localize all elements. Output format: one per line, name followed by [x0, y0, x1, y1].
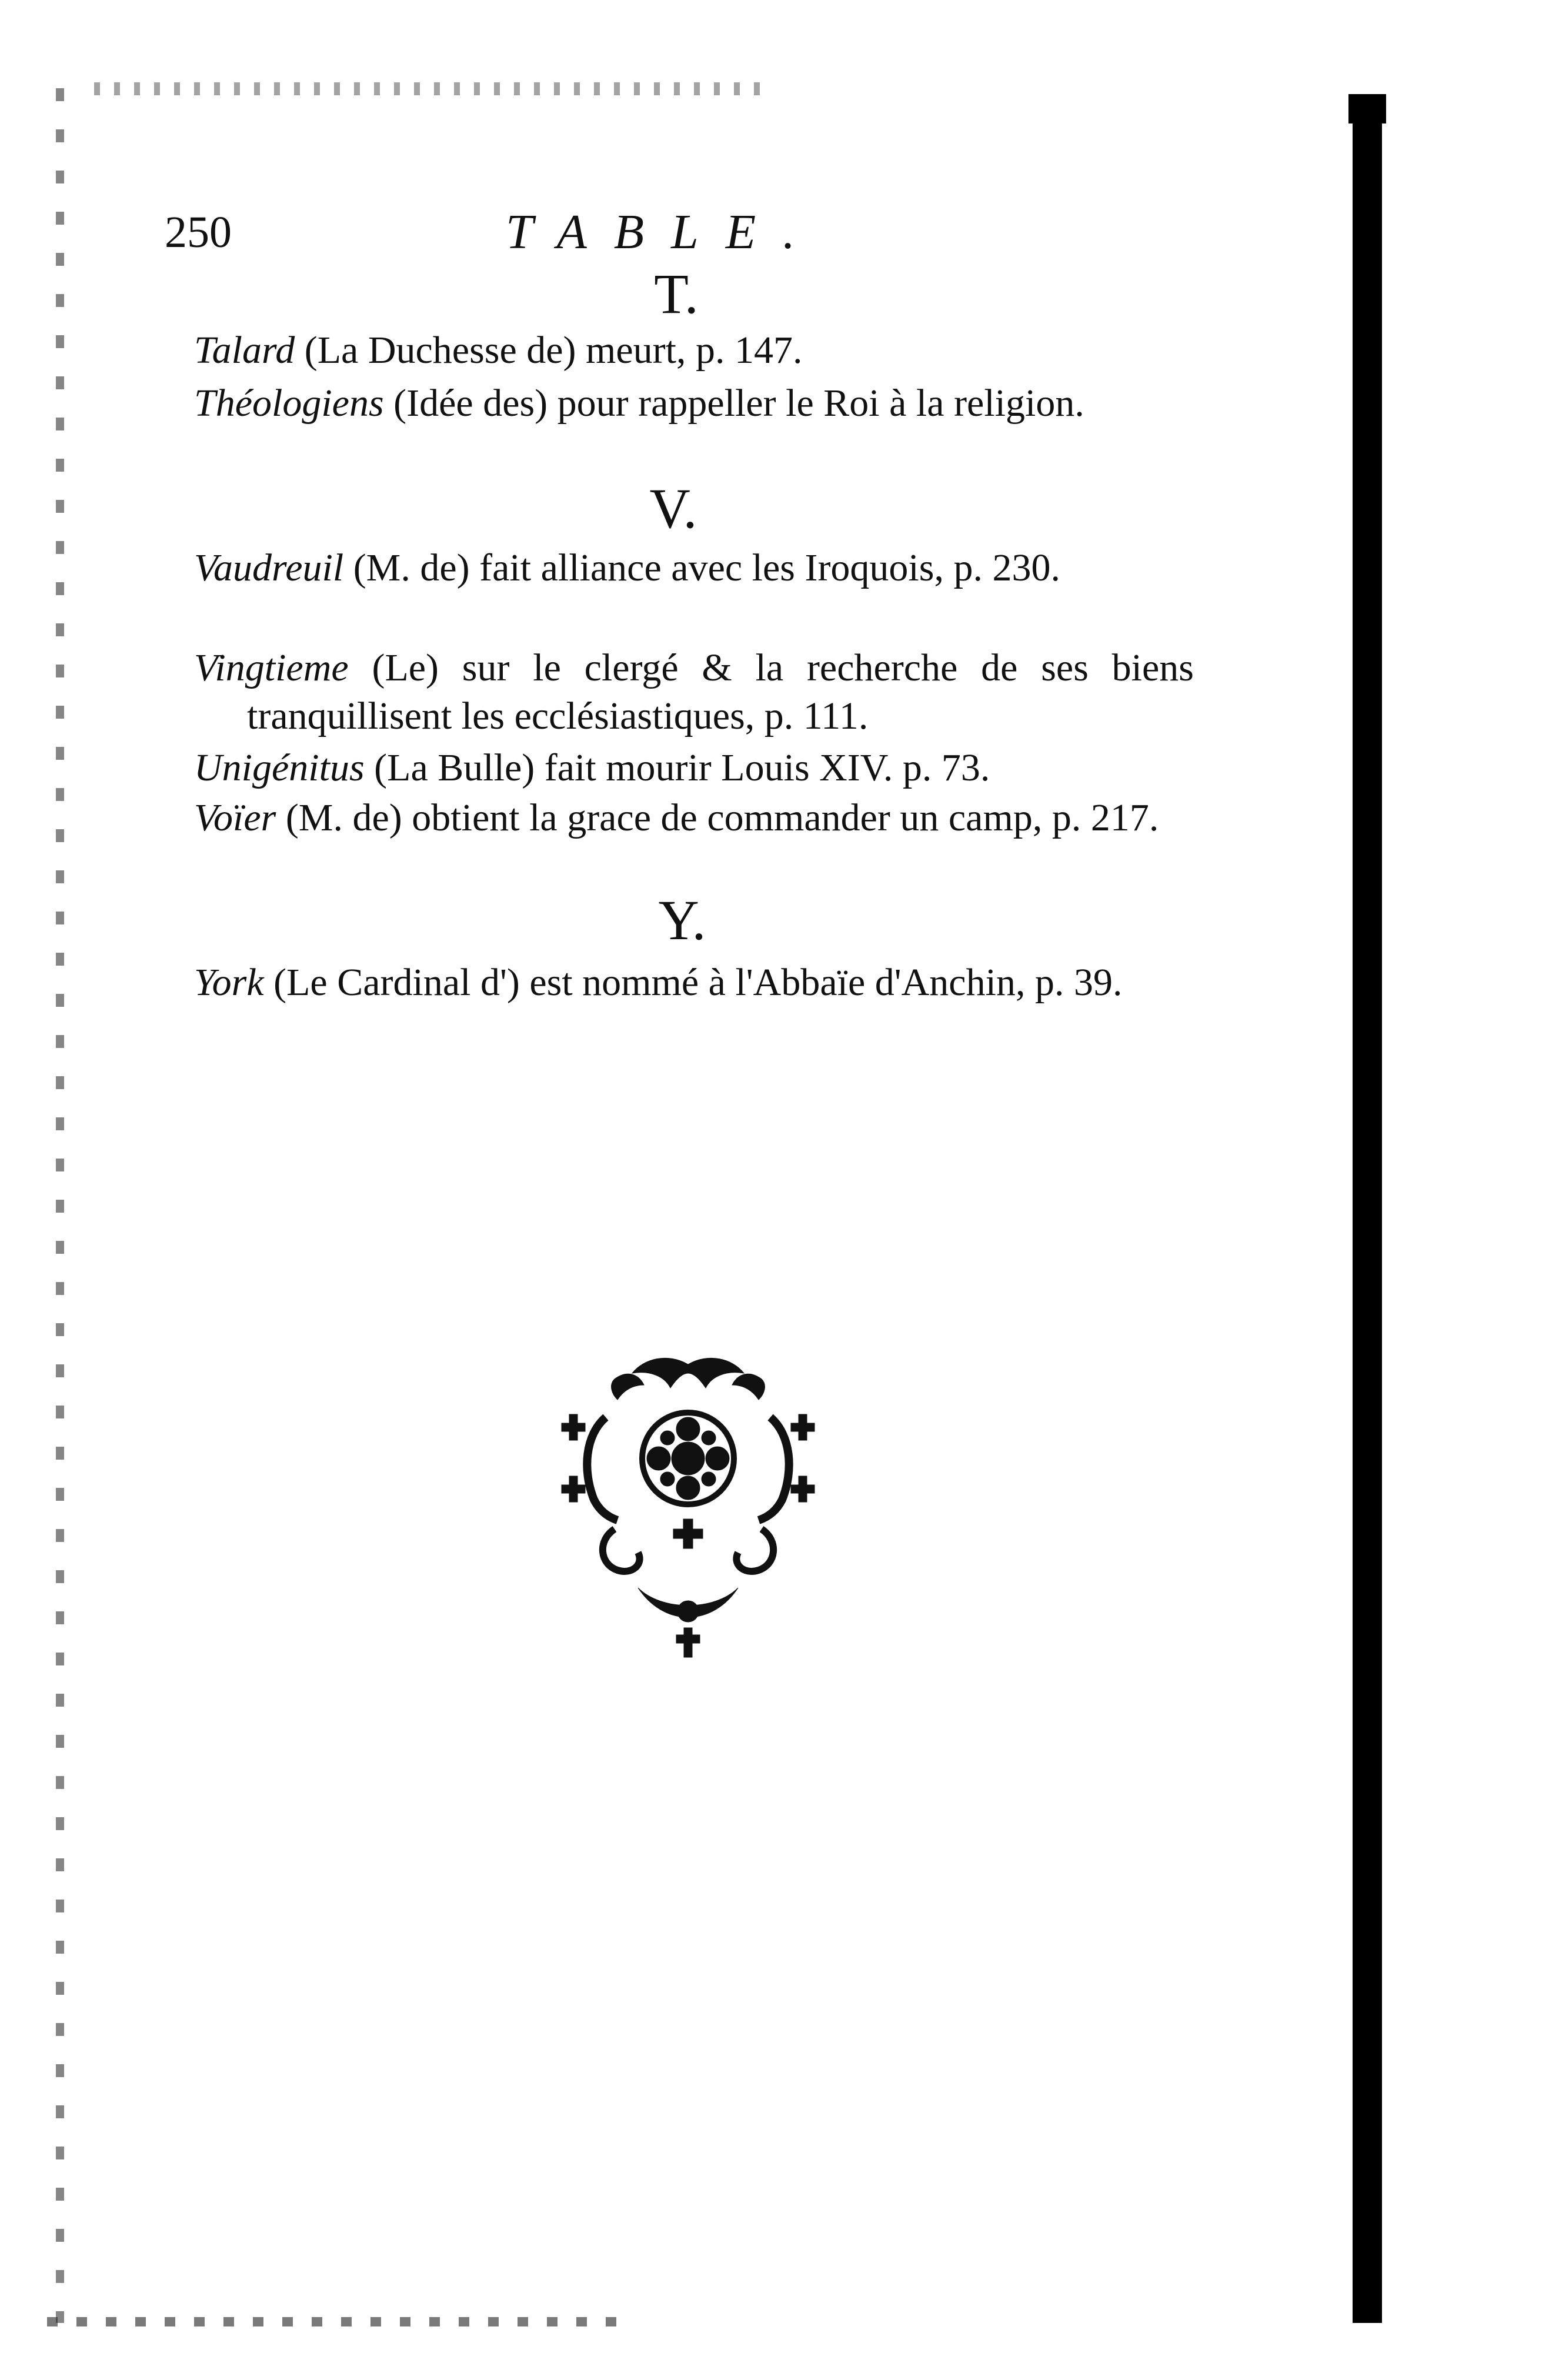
floral-tailpiece-icon	[550, 1353, 826, 1664]
entry-head: Unigénitus	[194, 746, 365, 789]
page-left-edge	[56, 88, 64, 2323]
index-entry	[194, 644, 1194, 740]
index-entry	[194, 379, 1194, 428]
page-top-edge	[94, 82, 770, 95]
page-number: 250	[165, 208, 232, 257]
index-entry	[194, 326, 1194, 375]
entry-text: (Idée des) pour rappeller le Roi à la religion.	[383, 382, 1084, 425]
binding-shadow-bar	[1353, 94, 1382, 2323]
index-entry	[194, 744, 1194, 792]
page-bottom-edge	[47, 2317, 635, 2326]
entry-head: Talard	[194, 329, 295, 372]
entry-text: (La Bulle) fait mourir Louis XIV. p. 73.	[364, 746, 990, 789]
page-header	[165, 197, 1223, 268]
section-letter-y: Y.	[658, 889, 706, 952]
entry-head: Voïer	[194, 796, 276, 839]
section-letter-t: T.	[654, 262, 699, 325]
entry-text: (M. de) obtient la grace de commander un camp, p. 217.	[276, 796, 1159, 839]
entry-head: York	[194, 961, 264, 1004]
section-letter-v: V.	[649, 477, 697, 540]
index-entry	[194, 794, 1194, 842]
entry-text: (La Duchesse de) meurt, p. 147.	[295, 329, 803, 372]
entry-head: Vingtieme	[194, 646, 349, 689]
entry-text: (M. de) fait alliance avec les Iroquois, p. 230.	[343, 546, 1060, 589]
entry-head: Théologiens	[194, 382, 384, 425]
entry-head: Vaudreuil	[194, 546, 344, 589]
index-entry	[194, 544, 1194, 592]
index-entry	[194, 959, 1194, 1007]
entry-text: (Le Cardinal d') est nommé à l'Abbaïe d'Anchin, p. 39.	[263, 961, 1123, 1004]
binding-shadow-cap	[1348, 94, 1386, 123]
running-title: TABLE.	[506, 205, 823, 259]
entry-text: (Le) sur le clergé & la recherche de ses biens tranquillisent les ecclésiastiques, p. 111.	[247, 646, 1194, 737]
